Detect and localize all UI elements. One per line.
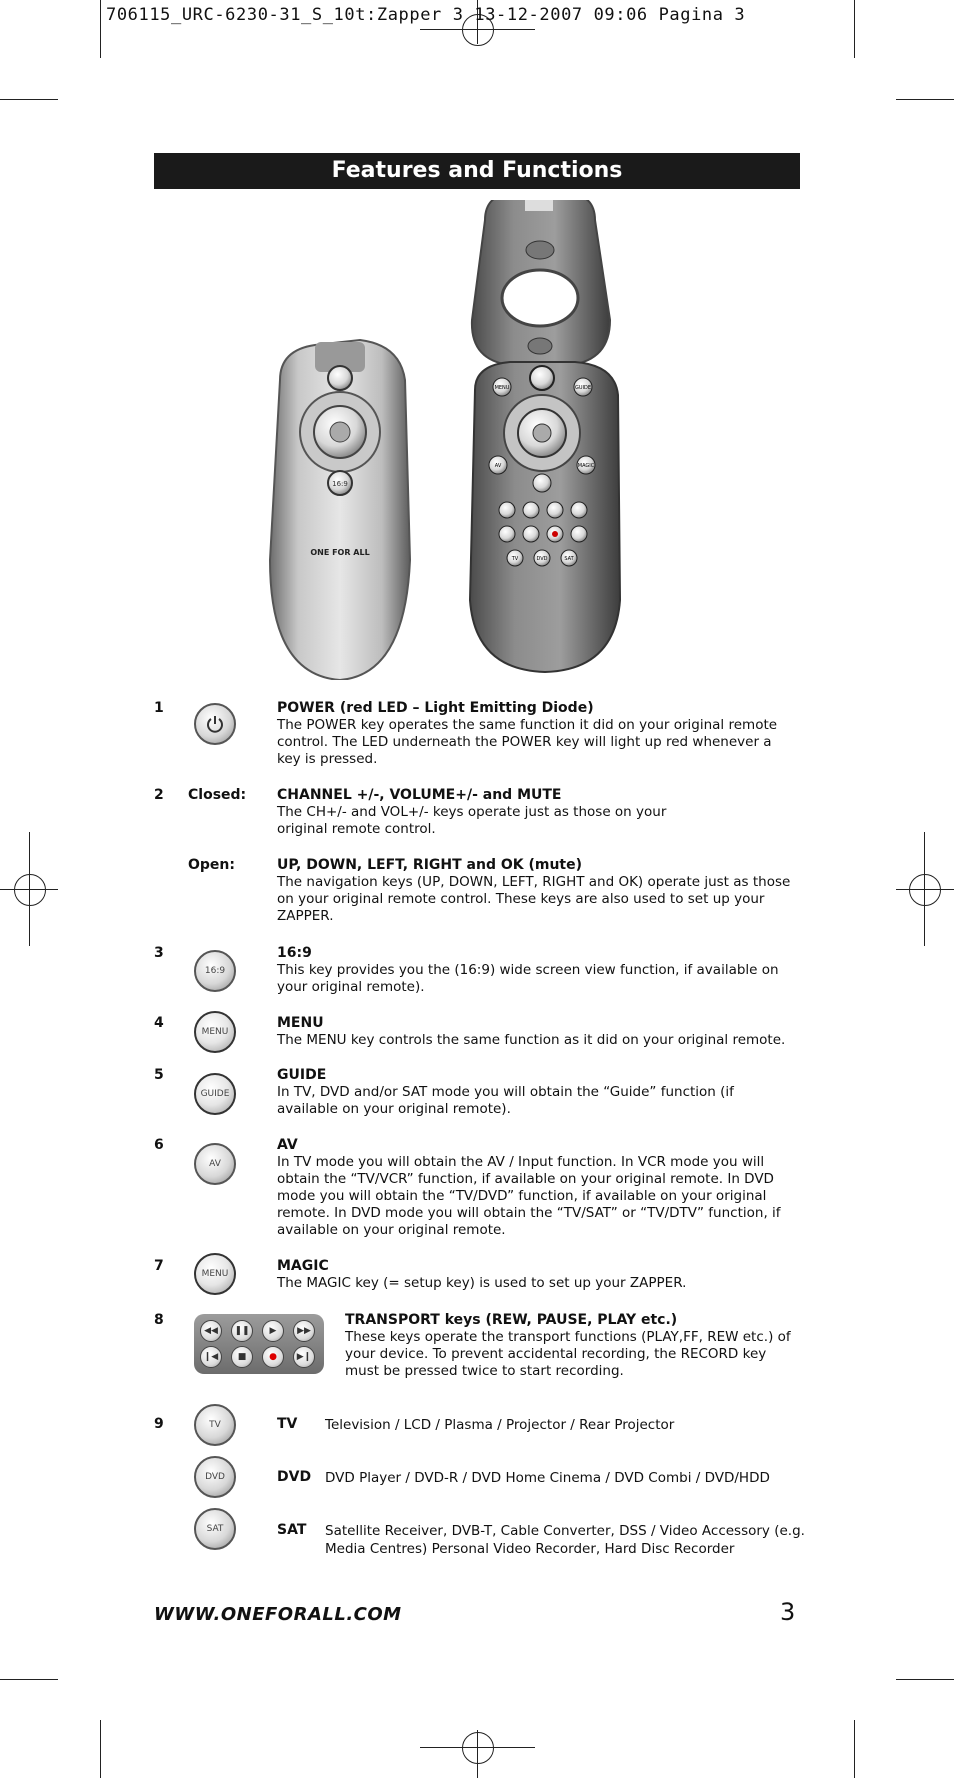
sat-label: SAT bbox=[564, 556, 574, 562]
section-magic bbox=[277, 1258, 797, 1292]
magic-button: MENU bbox=[194, 1253, 236, 1295]
play-icon: ▶ bbox=[262, 1320, 284, 1342]
power-button bbox=[194, 703, 236, 745]
item-number: 9 bbox=[154, 1416, 164, 1432]
skip-forward-icon: ▶❙ bbox=[293, 1346, 315, 1368]
section-title: GUIDE bbox=[277, 1067, 327, 1083]
section-title: MENU bbox=[277, 1015, 324, 1031]
print-slug: 706115_URC-6230-31_S_10t:Zapper 3 13-12-2007 09:06 Pagina 3 bbox=[106, 5, 746, 25]
source-name: DVD bbox=[277, 1469, 312, 1485]
section-text: The navigation keys (UP, DOWN, LEFT, RIGHT and OK) operate just as those on your original remote control. These keys are also used to set up your ZAPPER. bbox=[277, 874, 791, 924]
pause-icon: ❚❚ bbox=[231, 1320, 253, 1342]
section-text: The MENU key controls the same function as it did on your original remote. bbox=[277, 1032, 786, 1048]
source-name: TV bbox=[277, 1416, 298, 1432]
section-text: The MAGIC key (= setup key) is used to set up your ZAPPER. bbox=[277, 1275, 687, 1291]
crop-mark bbox=[100, 1720, 101, 1778]
page-title: Features and Functions bbox=[154, 153, 800, 189]
section-title: MAGIC bbox=[277, 1258, 329, 1274]
guide-button: GUIDE bbox=[194, 1073, 236, 1115]
section-title: UP, DOWN, LEFT, RIGHT and OK (mute) bbox=[277, 857, 583, 873]
section-closed bbox=[277, 787, 797, 838]
section-ratio bbox=[277, 945, 797, 996]
transport-keys bbox=[194, 1314, 324, 1374]
section-title: 16:9 bbox=[277, 945, 312, 961]
section-menu bbox=[277, 1015, 797, 1049]
menu-label: MENU bbox=[494, 385, 510, 391]
section-text: This key provides you the (16:9) wide screen view function, if available on your original remote). bbox=[277, 962, 779, 995]
fast-forward-icon: ▶▶ bbox=[293, 1320, 315, 1342]
item-number: 3 bbox=[154, 945, 164, 961]
section-guide bbox=[277, 1067, 797, 1118]
dvd-label: DVD bbox=[536, 556, 548, 562]
section-title: CHANNEL +/-, VOLUME+/- and MUTE bbox=[277, 787, 562, 803]
brand-logo: ONE FOR ALL bbox=[310, 548, 370, 557]
page-number: 3 bbox=[780, 1598, 796, 1626]
crop-mark bbox=[100, 0, 101, 58]
source-desc: Satellite Receiver, DVB-T, Cable Converter, DSS / Video Accessory (e.g. Media Centres) Personal Video Recorder, Hard Disc Recorder bbox=[325, 1523, 805, 1557]
crop-mark bbox=[0, 1679, 58, 1680]
source-desc: DVD Player / DVD-R / DVD Home Cinema / DVD Combi / DVD/HDD bbox=[325, 1470, 770, 1486]
section-open bbox=[277, 857, 797, 925]
section-text: The CH+/- and VOL+/- keys operate just as those on your original remote control. bbox=[277, 804, 667, 837]
crop-mark bbox=[896, 99, 954, 100]
section-transport bbox=[345, 1312, 800, 1380]
item-number: 2 bbox=[154, 787, 164, 803]
power-icon bbox=[205, 714, 225, 734]
magic-label: MAGIC bbox=[577, 463, 595, 469]
dvd-button: DVD bbox=[194, 1456, 236, 1498]
power-button-illustration bbox=[328, 366, 352, 390]
ratio-label: 16:9 bbox=[332, 480, 348, 488]
item-number: 4 bbox=[154, 1015, 164, 1031]
crop-mark bbox=[0, 99, 58, 100]
rewind-icon: ◀◀ bbox=[200, 1320, 222, 1342]
section-text: These keys operate the transport functions (PLAY,FF, REW etc.) of your device. To prevent accidental recording, the RECORD key must be pressed twice to start recording. bbox=[345, 1329, 791, 1379]
section-power bbox=[277, 700, 797, 768]
crop-mark bbox=[854, 0, 855, 58]
registration-mark bbox=[909, 874, 941, 906]
remote-illustration bbox=[240, 200, 720, 680]
website-link[interactable]: WWW.ONEFORALL.COM bbox=[154, 1604, 402, 1625]
guide-label: GUIDE bbox=[574, 385, 592, 391]
stop-icon: ■ bbox=[231, 1346, 253, 1368]
item-number: 6 bbox=[154, 1137, 164, 1153]
tv-button: TV bbox=[194, 1404, 236, 1446]
av-label: AV bbox=[494, 463, 502, 469]
crop-mark bbox=[896, 1679, 954, 1680]
section-text: In TV mode you will obtain the AV / Input function. In VCR mode you will obtain the “TV/VCR” function, if available on your original remote. In DVD mode you will obtain the “TV/DVD” function, if available on your original remote. In DVD mode you will obtain the “TV/SAT” or “TV/DTV” function, if available on your original remote. bbox=[277, 1154, 781, 1238]
section-title: AV bbox=[277, 1137, 298, 1153]
item-number: 5 bbox=[154, 1067, 164, 1083]
item-number: 1 bbox=[154, 700, 164, 716]
item-number: 8 bbox=[154, 1312, 164, 1328]
open-label: Open: bbox=[188, 857, 235, 873]
section-title: POWER (red LED – Light Emitting Diode) bbox=[277, 700, 594, 716]
closed-label: Closed: bbox=[188, 787, 247, 803]
sat-button: SAT bbox=[194, 1508, 236, 1550]
registration-mark bbox=[14, 874, 46, 906]
section-title: TRANSPORT keys (REW, PAUSE, PLAY etc.) bbox=[345, 1312, 678, 1328]
menu-button: MENU bbox=[194, 1011, 236, 1053]
skip-back-icon: ❙◀ bbox=[200, 1346, 222, 1368]
registration-mark bbox=[462, 1732, 494, 1764]
source-name: SAT bbox=[277, 1522, 307, 1538]
source-desc: Television / LCD / Plasma / Projector / Rear Projector bbox=[325, 1417, 675, 1433]
section-text: The POWER key operates the same function it did on your original remote control. The LED underneath the POWER key will light up red whenever a key is pressed. bbox=[277, 717, 778, 767]
record-icon: ● bbox=[262, 1346, 284, 1368]
section-av bbox=[277, 1137, 797, 1239]
crop-mark bbox=[854, 1720, 855, 1778]
ratio-button: 16:9 bbox=[194, 950, 236, 992]
av-button: AV bbox=[194, 1143, 236, 1185]
tv-label: TV bbox=[511, 556, 519, 562]
item-number: 7 bbox=[154, 1258, 164, 1274]
section-text: In TV, DVD and/or SAT mode you will obtain the “Guide” function (if available on your original remote). bbox=[277, 1084, 734, 1117]
